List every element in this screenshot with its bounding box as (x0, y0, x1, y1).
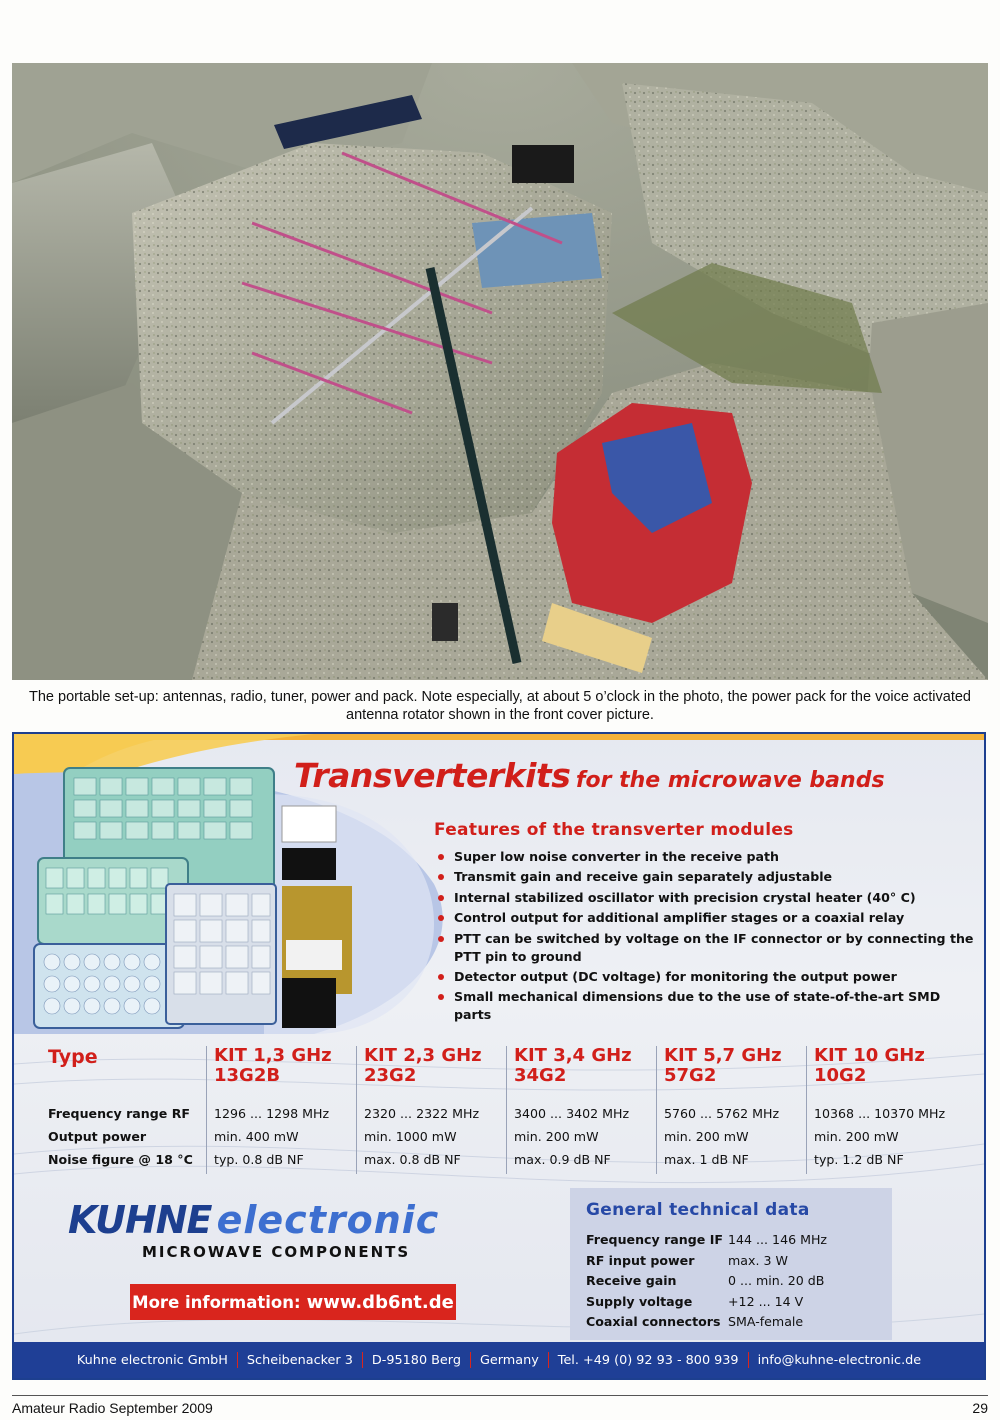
type-label: Type (48, 1046, 98, 1068)
column-separator (506, 1046, 507, 1174)
type-column-header (48, 1046, 98, 1068)
kit-output-power: min. 1000 mW (364, 1129, 457, 1144)
logo-electronic: electronic (216, 1198, 440, 1242)
general-data-heading: General technical data (586, 1200, 810, 1220)
kit-column-13g2b (206, 1045, 356, 1167)
street-address: Scheibenacker 3 (246, 1352, 353, 1368)
kit-name: KIT 3,4 GHz (514, 1045, 632, 1066)
kit-output-power: min. 200 mW (814, 1129, 899, 1144)
company-name: Kuhne electronic GmbH (76, 1352, 228, 1368)
component-case-image (34, 768, 352, 1028)
website-link[interactable]: www.db6nt.de (306, 1291, 454, 1313)
kit-frequency: 3400 ... 3402 MHz (514, 1106, 630, 1121)
general-data-labels (586, 1230, 723, 1333)
kit-noise-figure: typ. 0.8 dB NF (214, 1152, 304, 1167)
kit-code: 57G2 (664, 1065, 717, 1086)
kit-column-23g2 (356, 1045, 506, 1167)
kit-frequency: 2320 ... 2322 MHz (364, 1106, 480, 1121)
feature-item: Transmit gain and receive gain separately adjustable (434, 868, 974, 886)
kit-name: KIT 2,3 GHz (364, 1045, 482, 1066)
column-separator (206, 1046, 207, 1174)
kit-noise-figure: max. 0.8 dB NF (364, 1152, 461, 1167)
separator (548, 1352, 549, 1368)
kit-column-34g2 (506, 1045, 656, 1167)
ad-contact-footer (14, 1342, 984, 1378)
general-value: SMA-female (728, 1314, 804, 1330)
logo-kuhne: KUHNE (68, 1198, 212, 1242)
general-data-values (728, 1230, 827, 1333)
phone-number[interactable]: Tel. +49 (0) 92 93 - 800 939 (557, 1352, 739, 1368)
kit-code: 10G2 (814, 1065, 867, 1086)
postal-city: D-95180 Berg (371, 1352, 461, 1368)
kuhne-advertisement (12, 732, 986, 1380)
photo-illustration (12, 63, 988, 680)
general-label: RF input power (586, 1252, 695, 1268)
general-value: max. 3 W (728, 1252, 788, 1268)
kit-code: 23G2 (364, 1065, 417, 1086)
row-labels (48, 1102, 193, 1171)
features-heading: Features of the transverter modules (434, 820, 794, 840)
kit-output-power: min. 400 mW (214, 1129, 299, 1144)
general-value: 144 ... 146 MHz (728, 1232, 828, 1247)
kit-output-power: min. 200 mW (514, 1129, 599, 1144)
page-footer-rule (12, 1395, 988, 1396)
general-technical-data-box (570, 1188, 892, 1340)
general-value: +12 ... 14 V (728, 1293, 804, 1309)
kit-name: KIT 5,7 GHz (664, 1045, 782, 1066)
page-number: 29 (972, 1400, 988, 1416)
kit-frequency: 1296 ... 1298 MHz (214, 1106, 330, 1121)
country: Germany (479, 1352, 539, 1368)
kit-name: KIT 10 GHz (814, 1045, 925, 1066)
row-label-output-power: Output power (48, 1129, 147, 1144)
more-information-banner[interactable] (130, 1284, 456, 1320)
email-address[interactable]: info@kuhne-electronic.de (757, 1352, 922, 1368)
ad-title-main: Transverterkits (294, 756, 571, 795)
ad-title-sub: for the microwave bands (575, 768, 885, 793)
general-label: Receive gain (586, 1273, 677, 1289)
feature-item: Super low noise converter in the receive path (434, 848, 974, 866)
kuhne-logo (68, 1198, 439, 1242)
kit-output-power: min. 200 mW (664, 1129, 749, 1144)
kit-name: KIT 1,3 GHz (214, 1045, 332, 1066)
kit-column-57g2 (656, 1045, 806, 1167)
separator (362, 1352, 363, 1368)
feature-item: Control output for additional amplifier stages or a coaxial relay (434, 909, 974, 927)
kit-noise-figure: max. 1 dB NF (664, 1152, 749, 1167)
feature-item: Small mechanical dimensions due to the use of state-of-the-art SMD parts (434, 988, 974, 1024)
row-label-noise-figure: Noise figure @ 18 °C (48, 1152, 193, 1167)
feature-item: PTT can be switched by voltage on the IF connector or by connecting the PTT pin to ground (434, 930, 974, 966)
kit-frequency: 10368 ... 10370 MHz (814, 1106, 946, 1121)
kit-frequency: 5760 ... 5762 MHz (664, 1106, 780, 1121)
kit-column-10g2 (806, 1045, 956, 1167)
ad-title (294, 756, 885, 795)
photo-caption: The portable set-up: antennas, radio, tuner, power and pack. Note especially, at about 5 o’clock in the photo, the power pack for the voice activated antenna rotator shown in the front cover picture. (29, 689, 971, 723)
column-separator (656, 1046, 657, 1174)
logo-tagline: MICROWAVE COMPONENTS (142, 1243, 411, 1261)
general-value: 0 ... min. 20 dB (728, 1273, 825, 1289)
features-list (434, 848, 974, 1027)
column-separator (806, 1046, 807, 1174)
kit-code: 34G2 (514, 1065, 567, 1086)
separator (470, 1352, 471, 1368)
row-label-frequency: Frequency range RF (48, 1106, 191, 1121)
separator (748, 1352, 749, 1368)
separator (237, 1352, 238, 1368)
magazine-issue: Amateur Radio September 2009 (12, 1400, 213, 1416)
feature-item: Detector output (DC voltage) for monitoring the output power (434, 968, 974, 986)
portable-setup-photo (12, 63, 988, 680)
general-label: Supply voltage (586, 1293, 693, 1309)
kit-noise-figure: typ. 1.2 dB NF (814, 1152, 904, 1167)
feature-item: Internal stabilized oscillator with precision crystal heater (40° C) (434, 889, 974, 907)
more-info-label: More information: (132, 1292, 301, 1312)
kit-noise-figure: max. 0.9 dB NF (514, 1152, 611, 1167)
general-label: Frequency range IF (586, 1232, 723, 1247)
kit-code: 13G2B (214, 1065, 281, 1086)
general-label: Coaxial connectors (586, 1314, 721, 1330)
column-separator (356, 1046, 357, 1174)
